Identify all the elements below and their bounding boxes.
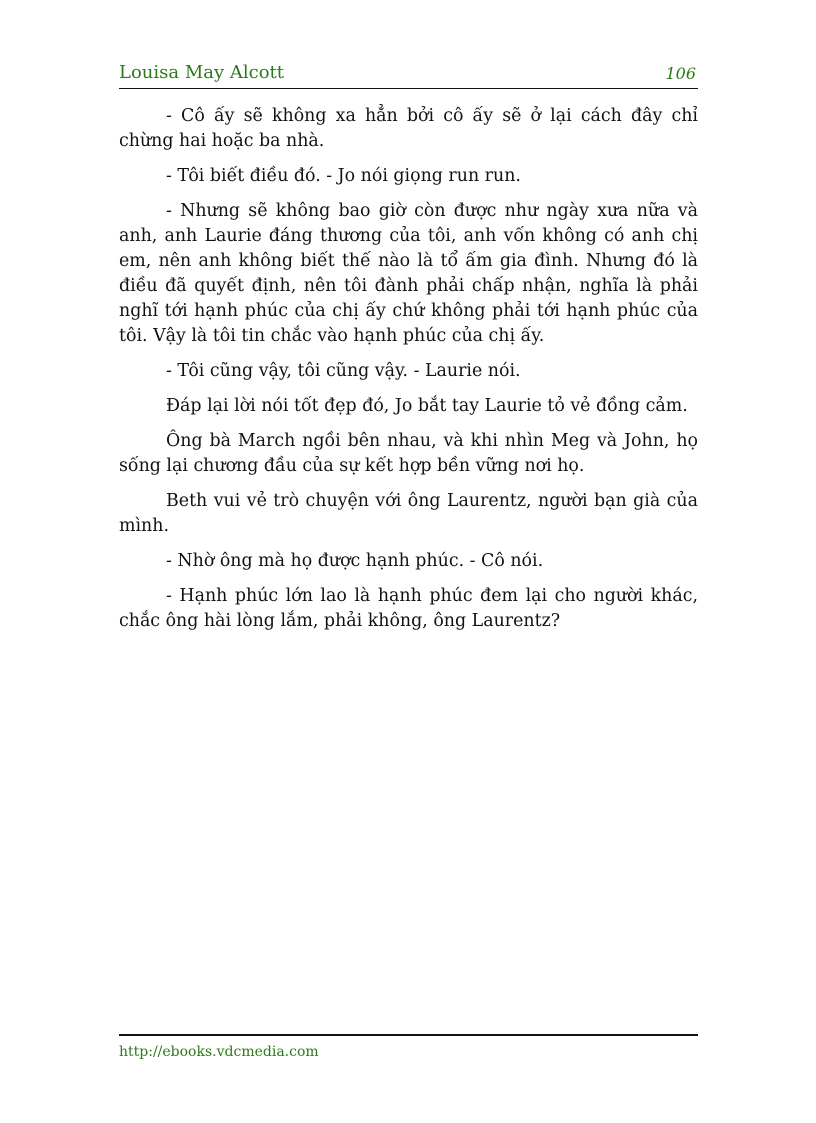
paragraph: - Tôi cũng vậy, tôi cũng vậy. - Laurie nói. xyxy=(166,361,521,381)
paragraph: Ông bà March ngồi bên nhau, và khi nhìn Meg và John, họ sống lại chương đầu của sự kết hợp bền vững nơi họ. xyxy=(119,431,698,476)
paragraph: - Hạnh phúc lớn lao là hạnh phúc đem lại cho người khác, chắc ông hài lòng lắm, phải không, ông Laurentz? xyxy=(119,586,698,631)
paragraph: Đáp lại lời nói tốt đẹp đó, Jo bắt tay Laurie tỏ vẻ đồng cảm. xyxy=(166,396,688,416)
page-footer xyxy=(119,1034,698,1060)
paragraph: - Cô ấy sẽ không xa hẳn bởi cô ấy sẽ ở lại cách đây chỉ chừng hai hoặc ba nhà. xyxy=(119,106,698,151)
paragraph: - Tôi biết điều đó. - Jo nói giọng run run. xyxy=(166,166,521,186)
page-number: 106 xyxy=(665,64,696,83)
paragraph: - Nhờ ông mà họ được hạnh phúc. - Cô nói. xyxy=(166,551,544,571)
header-author: Louisa May Alcott xyxy=(119,62,285,83)
paragraph: Beth vui vẻ trò chuyện với ông Laurentz, người bạn già của mình. xyxy=(119,491,698,536)
footer-url: http://ebooks.vdcmedia.com xyxy=(119,1044,319,1060)
paragraph: - Nhưng sẽ không bao giờ còn được như ngày xưa nữa và anh, anh Laurie đáng thương của tôi, anh vốn không có anh chị em, nên anh không biết thế nào là tổ ấm gia đình. Nhưng đó là điều đã quyết định, nên tôi đành phải chấp nhận, nghĩa là phải nghĩ tới hạnh phúc của chị ấy chứ không phải tới hạnh phúc của tôi. Vậy là tôi tin chắc vào hạnh phúc của chị ấy. xyxy=(119,201,698,346)
page-body xyxy=(119,104,698,644)
page-header xyxy=(119,62,698,89)
